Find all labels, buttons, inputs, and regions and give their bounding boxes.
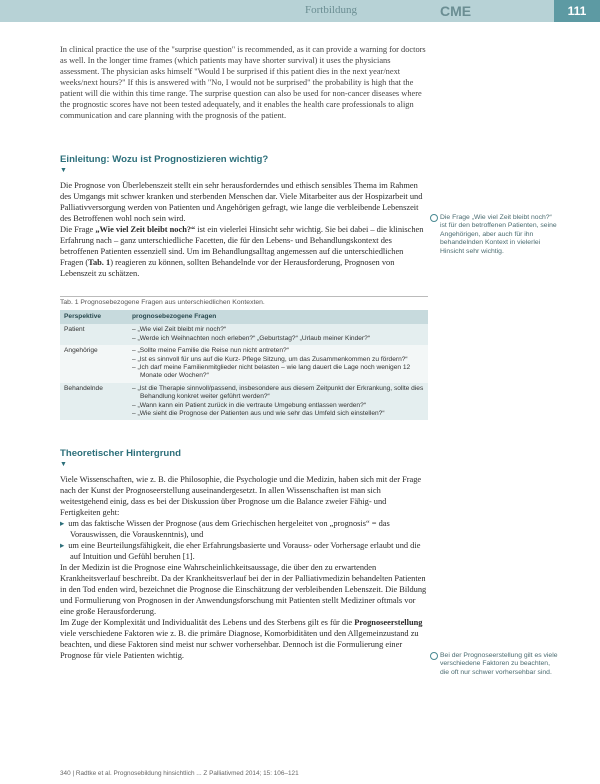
side-note-bullet-icon	[430, 652, 438, 660]
table-row-items: – „Wie viel Zeit bleibt mir noch?“ – „Werde ich Weihnachten noch erleben?“ „Geburtstag?“ „Urlaub meiner Kinder?“	[128, 324, 428, 345]
header-bar	[0, 0, 600, 22]
section2-para3: Im Zuge der Komplexität und Individualität des Lebens und des Sterbens gilt es für die Prognoseerstellung viele verschiedene Faktoren wie z. B. die primäre Diagnose, Komorbiditäten und den Allgemeinzustand zu beachten, und diese Faktoren sind meist nur schwer vorhersehbar. Dennoch ist die Formulierung einer Prognose für viele Patienten wichtig.	[60, 618, 423, 660]
section2-para1: Viele Wissenschaften, wie z. B. die Philosophie, die Psychologie und die Medizin, haben sich mit der Frage nach der Kunst der Prognoseerstellung auseinandergesetzt. In allen Wissenschaften ist man sich weitestgehend einig, dass es bei der Diskussion über Prognose um die Balance zweier Fähig- und Fertigkeiten geht:	[60, 475, 422, 517]
intro-paragraph	[60, 44, 428, 121]
side-note-bullet-icon	[430, 214, 438, 222]
section2-arrow: ▼	[60, 461, 67, 468]
page-footer: 340 | Radtke et al. Prognosebildung hinsichtlich ... Z Palliativmed 2014; 15: 106–121	[60, 770, 299, 777]
section2-heading: Theoretischer Hintergrund	[60, 448, 182, 459]
list-item: ▸ um das faktische Wissen der Prognose (aus dem Griechischen hergeleitet von „prognosis“ = das Vorauswissen, die Vorauskenntnis), und	[60, 518, 428, 540]
side-note-1	[440, 214, 560, 256]
table-row	[60, 324, 428, 345]
table-row	[60, 345, 428, 383]
table-header-questions: prognosebezogene Fragen	[128, 310, 428, 324]
table-row-items: – „Ist die Therapie sinnvoll/passend, insbesondere aus diesem Zeitpunkt der Erkrankung, sollte dies Behandlung konkret weiter geführt werden?“ – „Wann kann ein Patient zurück in die vertraute Umgebung entlassen werden?“ – „Wie sieht die Prognose der Patienten aus und wie sehr das Umfeld sich einstellen?“	[128, 383, 428, 421]
section1-body	[60, 180, 428, 279]
intro-text: In clinical practice the use of the "surprise question" is recommended, as it can provide a warning for doctors as well. In the longer time frames (which patients may have shorter survival) it uses the physicians assessment. The physician asks himself "Would I be surprised if this patient dies in the next year/next weeks/next hours?" If this is answered with "No, I would not be surprised" the probability is high that the patient will die within this time range. The surprise question can also be used for non-cancer diseases where the prognostic scores have not been tested adequately, and it enables the health care professionals to align communication and care planning with the prognosis of the patient.	[60, 45, 426, 120]
table-row-key: Patient	[60, 324, 128, 345]
table-row-key: Angehörige	[60, 345, 128, 383]
section1-para2: Die Frage „Wie viel Zeit bleibt noch?“ ist ein vielerlei Hinsicht sehr wichtig. Sie bei dabei – die klinischen Erfahrung nach – ganz unterschiedliche Facetten, die für den Lebens- und Behandlungskontext des betroffenen Patienten essenziell sind. Um im Behandlungsalltag angemessen auf die unterschiedlichen Fragen (Tab. 1) reagieren zu können, sollten Behandelnde vor der Herausforderung, Prognosen von Lebenszeit zu schätzen.	[60, 225, 424, 278]
section2-para2: In der Medizin ist die Prognose eine Wahrscheinlichkeitsaussage, die über den zu erwartenden Krankheitsverlauf beschreibt. Da der Krankheitsverlauf bei der in der Palliativmedizin behandelten Patienten in den Tod enden wird, bezeichnet die Prognose die Einschätzung der verbleibenden Lebenszeit. Die Bildung und Formulierung von Prognosen in der Anwendungsforschung mit Patienten stellt Mediziner oftmals vor eine große Herausforderung.	[60, 563, 427, 616]
section1-arrow: ▼	[60, 167, 67, 174]
side-note-1-text: Die Frage „Wie viel Zeit bleibt noch?“ ist für den betroffenen Patienten, seine Angehörigen, aber auch für ihn behandelnden Kontext in vielerlei Hinsicht sehr wichtig.	[440, 214, 557, 255]
section2-body	[60, 474, 428, 661]
table-row-items: – „Sollte meine Familie die Reise nun nicht antreten?“ – „Ist es sinnvoll für uns auf die Kurz- Pflege Sitzung, um das Zusammenkommen zu fördern?“ – „Ich darf meine Familienmitglieder nicht belasten – wie lang dauert die Lage noch wenigen 12 Monate oder Wochen?“	[128, 345, 428, 383]
section1-heading: Einleitung: Wozu ist Prognostizieren wichtig?	[60, 154, 269, 165]
list-item: ▸ um eine Beurteilungsfähigkeit, die eher Erfahrungsbasierte und Vorauss- oder Vorhersage erlaubt und die auf Intuition und Gefühl beruhen [1].	[60, 540, 428, 562]
side-note-2-text: Bei der Prognoseerstellung gilt es viele verschiedene Faktoren zu beachten, die oft nur schwer vorhersehbar sind.	[440, 652, 558, 676]
table-row-key: Behandelnde	[60, 383, 128, 421]
table-row	[60, 383, 428, 421]
side-note-2	[440, 652, 560, 677]
section-label: Fortbildung	[305, 4, 357, 16]
prognosis-questions-table	[60, 310, 428, 420]
table-caption: Tab. 1 Prognosebezogene Fragen aus unterschiedlichen Kontexten.	[60, 296, 428, 306]
page-number: 111	[554, 0, 600, 22]
section1-para1: Die Prognose von Überlebenszeit stellt ein sehr herausforderndes und ethisch sensibles Thema im Rahmen des Umgangs mit schwer kranken und sterbenden Menschen dar. Viele Mitarbeiter aus der Hospizarbeit und Palliativversorgung werden von Patienten und Angehörigen gefragt, wie lange die verbleibende Lebenszeit des Betroffenen wohl noch sein wird.	[60, 181, 423, 223]
cme-label: CME	[440, 3, 472, 19]
table-header-perspective: Perspektive	[60, 310, 128, 324]
